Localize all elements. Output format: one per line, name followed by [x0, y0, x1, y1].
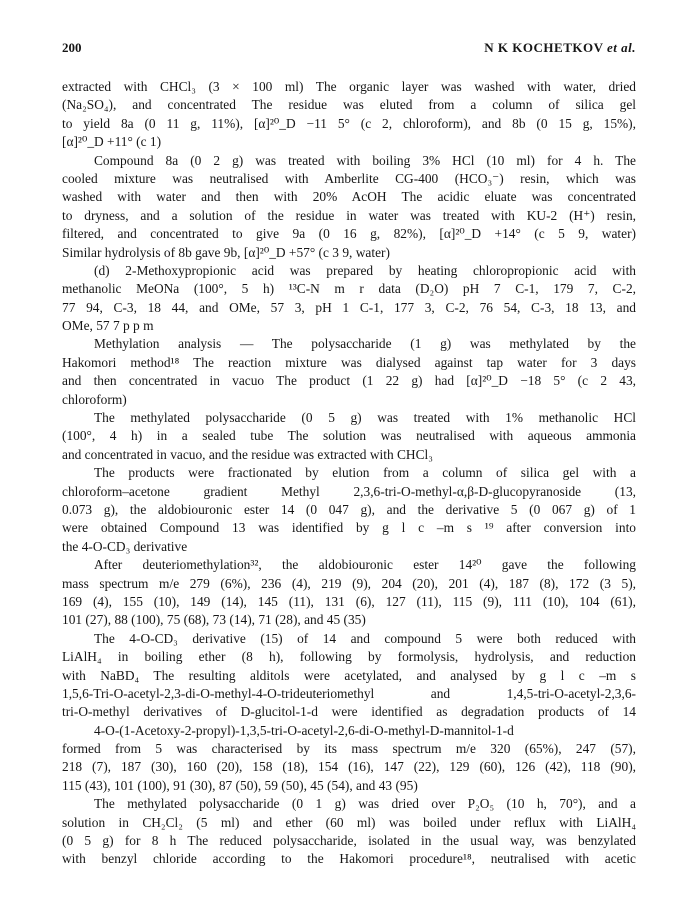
running-head [484, 40, 636, 56]
text-line: After deuteriomethylation³², the aldobiouronic ester 14²⁰ gave the following [94, 557, 636, 573]
text-line: methanolic MeONa (100°, 5 h) ¹³C-N m r data (D₂O) pH 7 C-1, 179 7, C-2, [62, 281, 636, 297]
text-line: 0.073 g), the aldobiouronic ester 14 (0 047 g), and the derivative 5 (0 067 g) of 1 [62, 501, 636, 517]
text-line: LiAlH₄ in boiling ether (8 h), following by formolysis, hydrolysis, and reduction [62, 649, 636, 665]
text-line: formed from 5 was characterised by its mass spectrum m/e 320 (65%), 247 (57), [62, 741, 636, 757]
body-text [62, 78, 636, 869]
text-line: Compound 8a (0 2 g) was treated with boiling 3% HCl (10 ml) for 4 h. The [94, 152, 636, 168]
text-line: tri-O-methyl derivatives of D-glucitol-1-d were identified as degradation products of 14 [62, 704, 636, 720]
text-line: the 4-O-CD₃ derivative [62, 538, 188, 554]
text-line: chloroform–acetone gradient Methyl 2,3,6-tri-O-methyl-α,β-D-glucopyranoside (13, [62, 483, 636, 499]
text-line: (d) 2-Methoxypropionic acid was prepared by heating chloropropionic acid with [94, 262, 636, 278]
text-line: filtered, and concentrated to give 9a (0 16 g, 82%), [α]²⁰_D +14° (c 5 9, water) [62, 226, 636, 242]
text-line: and then concentrated in vacuo The product (1 22 g) had [α]²⁰_D −18 5° (c 2 43, [62, 373, 636, 389]
text-line: to dryness, and a solution of the residue in water was treated with KU-2 (H⁺) resin, [62, 207, 636, 223]
text-line: 77 94, C-3, 18 44, and OMe, 57 3, pH 1 C-1, 177 3, C-2, 76 54, C-3, 18 13, and [62, 299, 636, 315]
text-line: (100°, 4 h) in a sealed tube The solution was neutralised with aqueous ammonia [62, 428, 636, 444]
page-number: 200 [62, 40, 82, 55]
text-line: 101 (27), 88 (100), 75 (68), 73 (14), 71 (28), and 45 (35) [62, 612, 366, 628]
text-line: Similar hydrolysis of 8b gave 9b, [α]²⁰_D +57° (c 3 9, water) [62, 244, 390, 260]
text-line: with NaBD₄ The resulting alditols were acetylated, and analysed by g l c –m s [62, 667, 636, 683]
text-line: to yield 8a (0 11 g, 11%), [α]²⁰_D −11 5° (c 2, chloroform), and 8b (0 15 g, 15%), [62, 115, 636, 131]
text-line: solution in CH₂Cl₂ (5 ml) and ether (60 ml) was boiled under reflux with LiAlH₄ [62, 814, 636, 830]
text-line: (Na₂SO₄), and concentrated The residue was eluted from a column of silica gel [62, 97, 636, 113]
text-line: The 4-O-CD₃ derivative (15) of 14 and compound 5 were both reduced with [94, 630, 636, 646]
text-line: 218 (7), 187 (30), 160 (20), 158 (18), 154 (16), 147 (22), 129 (60), 126 (42), 118 (90), [62, 759, 636, 775]
running-head-etal: et al. [607, 40, 636, 55]
text-line: [α]²⁰_D +11° (c 1) [62, 134, 162, 150]
text-line: Hakomori method¹⁸ The reaction mixture was dialysed against tap water for 3 days [62, 354, 636, 370]
text-line: The methylated polysaccharide (0 5 g) was treated with 1% methanolic HCl [94, 410, 636, 426]
text-line: were obtained Compound 13 was identified by g l c –m s ¹⁹ after conversion into [62, 520, 636, 536]
text-line: 1,5,6-Tri-O-acetyl-2,3-di-O-methyl-4-O-trideuteriomethyl and 1,4,5-tri-O-acetyl-2,3,6- [62, 685, 636, 701]
text-line: cooled mixture was neutralised with Amberlite CG-400 (HCO₃⁻) resin, which was [62, 170, 636, 186]
text-line: 4-O-(1-Acetoxy-2-propyl)-1,3,5-tri-O-acetyl-2,6-di-O-methyl-D-mannitol-1-d [94, 722, 514, 738]
text-line: washed with water and then with 20% AcOH The acidic eluate was concentrated [62, 189, 636, 205]
text-line: and concentrated in vacuo, and the residue was extracted with CHCl₃ [62, 446, 433, 462]
text-line: extracted with CHCl₃ (3 × 100 ml) The organic layer was washed with water, dried [62, 79, 636, 94]
page-header [62, 40, 636, 60]
text-line: The methylated polysaccharide (0 1 g) was dried over P₂O₅ (10 h, 70°), and a [94, 796, 636, 812]
text-line: OMe, 57 7 p p m [62, 318, 154, 334]
running-head-authors: N K KOCHETKOV [484, 40, 604, 55]
text-line: chloroform) [62, 391, 127, 407]
text-line: 115 (43), 101 (100), 91 (30), 87 (50), 59 (50), 45 (54), and 43 (95) [62, 777, 418, 793]
text-line: mass spectrum m/e 279 (6%), 236 (4), 219 (9), 204 (20), 201 (4), 187 (8), 172 (3 5), [62, 575, 636, 591]
text-line: The products were fractionated by elution from a column of silica gel with a [94, 465, 636, 481]
text-line: Methylation analysis — The polysaccharide (1 g) was methylated by the [94, 336, 636, 352]
text-line: (0 5 g) for 8 h The reduced polysaccharide, isolated in the usual way, was benzylated [62, 833, 636, 849]
text-line: with benzyl chloride according to the Hakomori procedure¹⁸, neutralised with acetic [62, 851, 636, 867]
text-line: 169 (4), 155 (10), 149 (14), 145 (11), 131 (6), 127 (11), 115 (9), 111 (10), 104 (61), [62, 593, 636, 609]
